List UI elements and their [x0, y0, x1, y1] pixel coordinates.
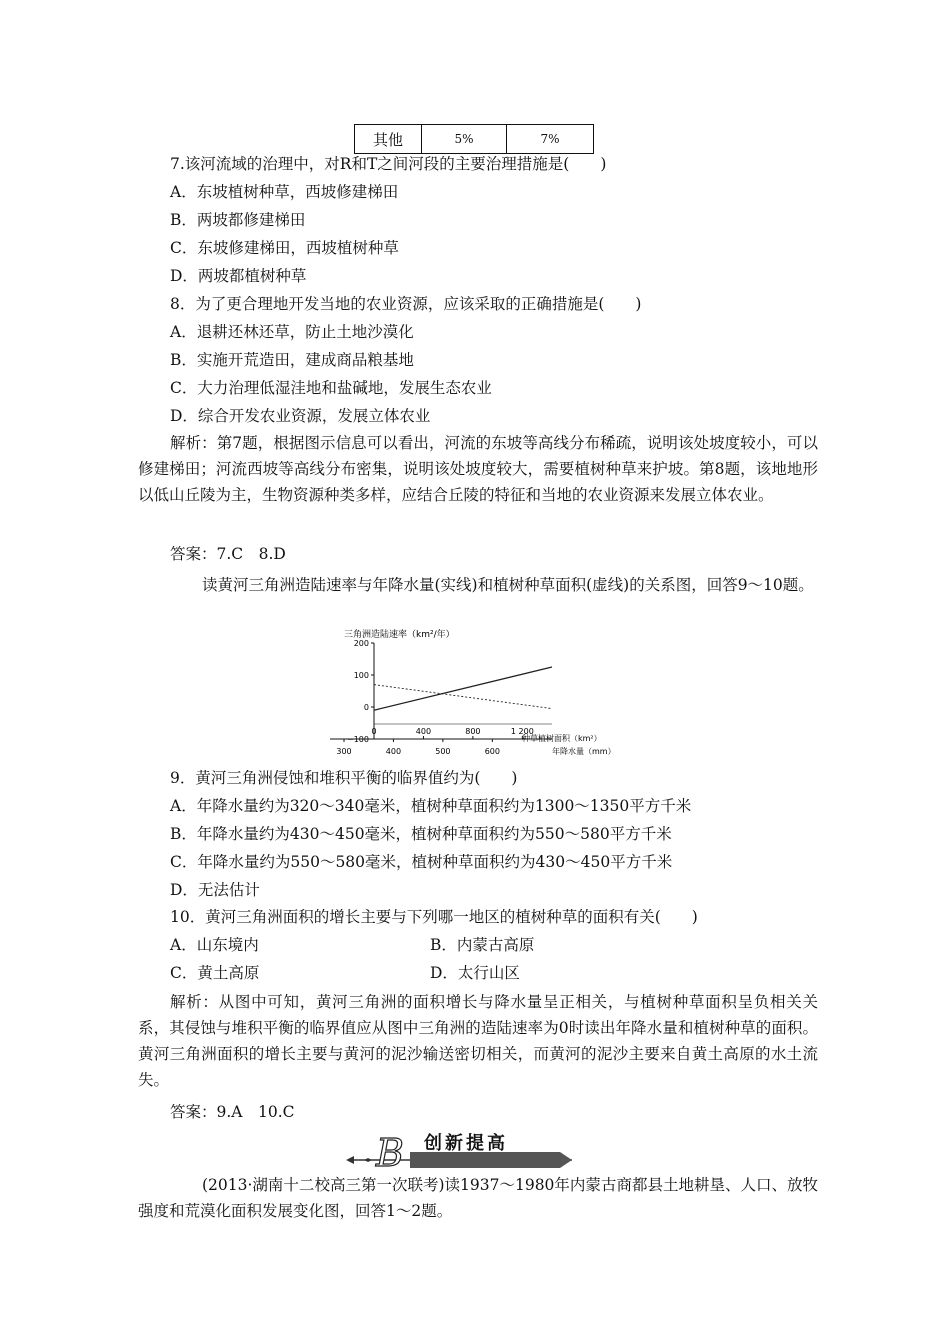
x2-tick-label: 300 [336, 747, 352, 756]
chart-x2label: 年降水量（mm） [552, 747, 616, 756]
y-tick-label: −100 [347, 735, 369, 744]
table-cell: 5% [422, 125, 507, 154]
q8-stem: 8．为了更合理地开发当地的农业资源，应该采取的正确措施是( ) [170, 295, 642, 313]
q8-option-b: B．实施开荒造田，建成商品粮基地 [170, 351, 414, 369]
x2-tick-label: 400 [385, 747, 402, 756]
table-row [355, 125, 594, 154]
q8-option-d: D．综合开发农业资源，发展立体农业 [170, 407, 431, 425]
section-banner [340, 1130, 580, 1174]
delta-chart [330, 625, 630, 761]
q10-option-d: D．太行山区 [430, 964, 520, 982]
x2-tick-label: 500 [435, 747, 451, 756]
banner-title: 创新提高 [424, 1133, 508, 1154]
chart-x1label: 种草植树面积（km²） [522, 734, 602, 743]
q7-stem: 7.该河流域的治理中，对R和T之间河段的主要治理措施是( ) [170, 155, 607, 173]
q10-option-b: B．内蒙古高原 [430, 936, 535, 954]
q7-option-a: A．东坡植树种草，西坡修建梯田 [170, 183, 399, 201]
y-tick-label: 100 [353, 671, 369, 680]
analysis-7-8: 解析：第7题，根据图示信息可以看出，河流的东坡等高线分布稀疏，说明该处坡度较小，可以修建梯田；河流西坡等高线分布密集，说明该处坡度较大，需要植树种草来护坡。第8题，该地地形以低山丘陵为主，生物资源种类多样，应结合丘陵的特征和当地的农业资源来发展立体农业。 [138, 434, 818, 504]
analysis-9-10: 解析：从图中可知，黄河三角洲的面积增长与降水量呈正相关，与植树种草面积呈负相关关系，其侵蚀与堆积平衡的临界值应从图中三角洲的造陆速率为0时读出年降水量和植树种草的面积。黄河三角洲面积的增长主要与黄河的泥沙输送密切相关，而黄河的泥沙主要来自黄土高原的水土流失。 [138, 993, 818, 1089]
banner-letter-icon: B [376, 1131, 404, 1174]
q8-option-c: C．大力治理低湿洼地和盐碱地，发展生态农业 [170, 379, 492, 397]
x1-tick-label: 1 200 [510, 727, 534, 736]
q8-option-a: A．退耕还林还草，防止土地沙漠化 [170, 323, 414, 341]
q9-option-b: B．年降水量约为430～450毫米，植树种草面积约为550～580平方千米 [170, 825, 672, 843]
q10-stem: 10．黄河三角洲面积的增长主要与下列哪一地区的植树种草的面积有关( ) [170, 908, 698, 926]
table-cell: 7% [507, 125, 594, 154]
x1-tick-label: 400 [415, 727, 432, 736]
q7-option-d: D．两坡都植树种草 [170, 267, 307, 285]
q7-option-c: C．东坡修建梯田，西坡植树种草 [170, 239, 399, 257]
q7-option-b: B．两坡都修建梯田 [170, 211, 306, 229]
x2-tick-label: 600 [484, 747, 500, 756]
y-tick-label: 0 [363, 703, 369, 712]
answer-7-8: 答案：7.C 8.D [170, 545, 286, 563]
intro-1-2: (2013·湖南十二校高三第一次联考)读1937～1980年内蒙古商都县土地耕垦、人口、放牧强度和荒漠化面积发展变化图，回答1～2题。 [138, 1176, 818, 1220]
x1-tick-label: 800 [465, 727, 481, 736]
y-tick-label: 200 [353, 639, 369, 648]
q9-option-c: C．年降水量约为550～580毫米，植树种草面积约为430～450平方千米 [170, 853, 673, 871]
q9-stem: 9．黄河三角洲侵蚀和堆积平衡的临界值约为( ) [170, 769, 518, 787]
q9-option-a: A．年降水量约为320～340毫米，植树种草面积约为1300～1350平方千米 [170, 797, 692, 815]
q9-option-d: D．无法估计 [170, 881, 260, 899]
x1-tick-label: 0 [371, 727, 377, 736]
data-table-fragment [354, 124, 594, 154]
series-line-precipitation [374, 667, 552, 710]
q10-option-a: A．山东境内 [170, 936, 259, 954]
answer-9-10: 答案：9.A 10.C [170, 1103, 295, 1121]
intro-9-10: 读黄河三角洲造陆速率与年降水量(实线)和植树种草面积(虚线)的关系图，回答9～10题。 [202, 576, 814, 594]
chart-ylabel: 三角洲造陆速率（km²/年） [344, 630, 455, 640]
q10-option-c: C．黄土高原 [170, 964, 260, 982]
table-cell: 其他 [355, 125, 422, 154]
